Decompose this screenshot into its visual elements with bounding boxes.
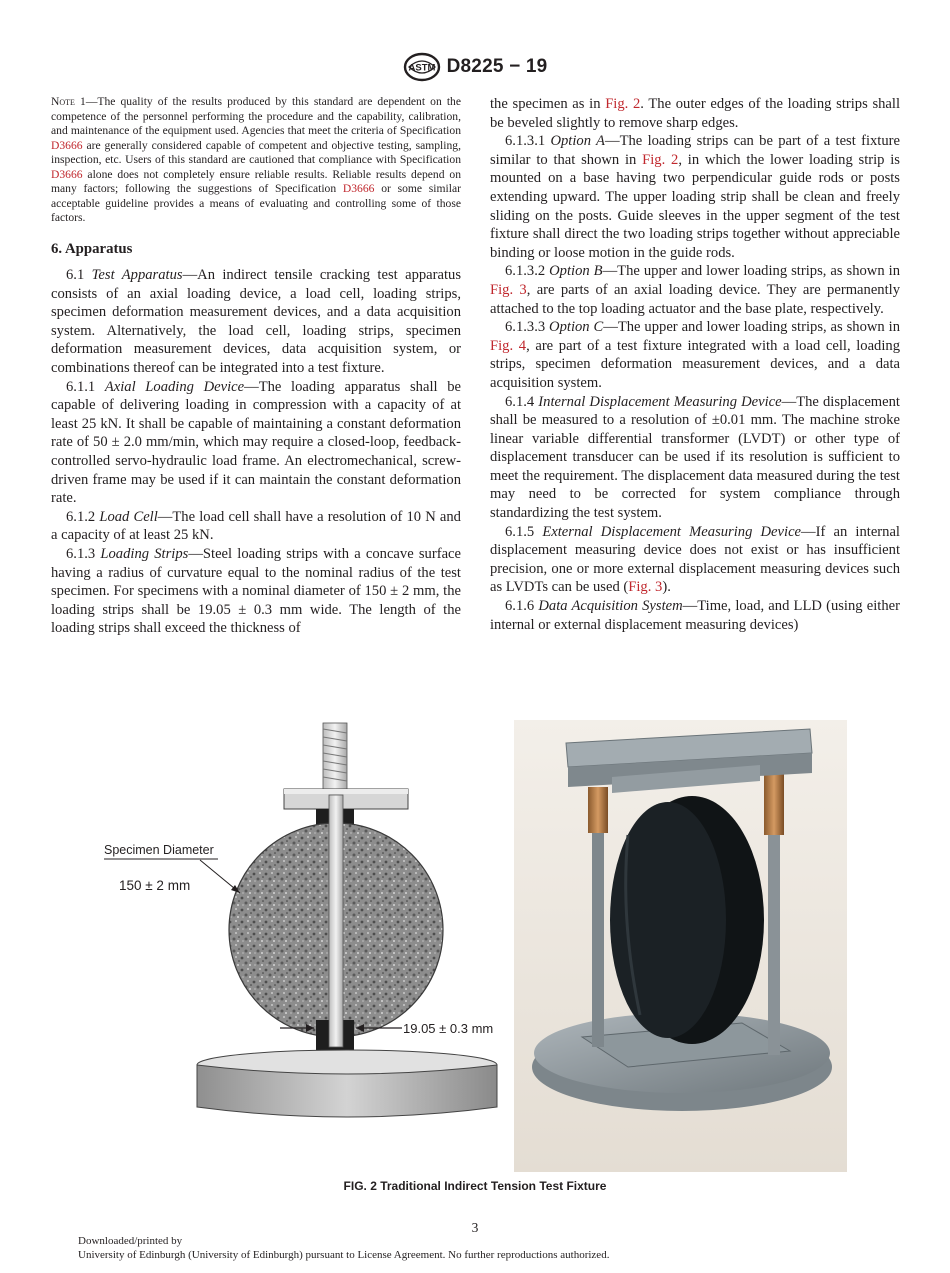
paragraph-text: —The loading apparatus shall be capable of delivering loading in compression with a capacity of at least 25 kN. It shall be capable of maintaining a constant deformation rate of 50 ± 2.0 mm/min, which may require a closed-loop, feedback-controlled servo-hydraulic load frame. An electromechanical, screw-driven frame may be used if it can maintain the constant deformation rate. [51, 378, 461, 507]
paragraph-6-1-3 [51, 545, 461, 638]
note-text: are generally considered capable of competent and objective testing, sampling, inspection, etc. Users of this standard are cautioned that compliance with Specification [51, 138, 461, 166]
paragraph-6-1-5 [490, 523, 900, 597]
diameter-value-label: 150 ± 2 mm [119, 878, 191, 893]
paragraph-6-1-6 [490, 597, 900, 634]
paragraph-title: Internal Displacement Measuring Device [538, 393, 782, 410]
page-footer [78, 1235, 609, 1262]
d3666-link[interactable]: D3666 [51, 138, 83, 152]
footer-line-1: Downloaded/printed by [78, 1235, 183, 1247]
paragraph-number: 6.1.3 [66, 546, 101, 562]
figure-2 [0, 715, 950, 1185]
fig-3-link[interactable]: Fig. 3 [490, 281, 527, 298]
paragraph-number: 6.1.2 [66, 508, 100, 525]
fig-3-link[interactable]: Fig. 3 [628, 579, 663, 596]
paragraph-number: 6.1.6 [505, 598, 539, 615]
paragraph-6-1-2 [51, 508, 461, 545]
paragraph-text: , are part of a test fixture integrated with a load cell, loading strips, specimen deformation measurement devices, and a data acquisition system. [490, 337, 901, 391]
paragraph-text: —The load cell shall have a resolution of 10 N and a capacity of at least 25 kN. [51, 508, 461, 544]
paragraph-text: —If an internal displacement measuring device does not exist or has insufficient precision, one or more external displacement measuring devices such as LVDTs can be used ( [490, 523, 900, 596]
paragraph-text: ). [662, 579, 671, 596]
paragraph-text: —The loading strips can be part of a test fixture similar to that shown in [490, 133, 900, 168]
paragraph-number: 6.1.3.1 [505, 133, 551, 150]
photo-sleeve-right [764, 767, 784, 835]
top-plate-highlight [284, 789, 408, 794]
paragraph-title: Option C [549, 319, 604, 336]
paragraph-6-1-3-3 [490, 318, 900, 392]
strip-width-label: 19.05 ± 0.3 mm [403, 1021, 494, 1036]
note-text: 1—The quality of the results produced by this standard are dependent on the competence of the personnel performing the procedure and the capability, calibration, and maintenance of the equipment used. Agencies that meet the criteria of Specification [51, 95, 461, 137]
d3666-link[interactable]: D3666 [51, 167, 83, 181]
astm-logo-icon [403, 52, 441, 82]
paragraph-title: External Displacement Measuring Device [542, 523, 802, 540]
paragraph-6-1-4 [490, 393, 900, 523]
footer-line-2: University of Edinburgh (University of Edinburgh) pursuant to License Agreement. No further reproductions authorized. [78, 1248, 610, 1261]
note-1 [51, 95, 461, 226]
paragraph-text: the specimen as in [490, 96, 606, 112]
paragraph-title: Data Acquisition System [538, 598, 683, 615]
svg-text:ASTM: ASTM [408, 62, 436, 74]
fig-4-link[interactable]: Fig. 4 [490, 337, 527, 354]
document-number: D8225 − 19 [446, 56, 548, 77]
paragraph-number: 6.1.5 [505, 523, 543, 540]
paragraph-title: Option A [550, 133, 605, 150]
specimen-diameter-label: Specimen Diameter [104, 843, 214, 857]
paragraph-6-1 [51, 266, 461, 378]
paragraph-6-1-3-2 [490, 262, 900, 318]
photo-sleeve-left [588, 787, 608, 833]
paragraph-text: —The displacement shall be measured to a resolution of ±0.01 mm. The machine stroke linear variable differential transformer (LVDT) or other type of displacement transducer can be used if its resolution is sufficient to meet the requirement. The displacement data measured during the test may need to be corrected for system compliance through standardizing the test system. [490, 393, 900, 522]
paragraph-text: , are parts of an axial loading device. They are permanently attached to the top loading actuator and the base plate, respectively. [490, 281, 900, 317]
paragraph-text: . The outer edges of the loading strips shall be beveled slightly to remove sharp edges. [490, 96, 901, 131]
paragraph-text: —The upper and lower loading strips, as shown in [603, 319, 900, 336]
fig-2-link[interactable]: Fig. 2 [642, 151, 679, 168]
guide-rod [329, 795, 343, 1047]
paragraph-6-1-1 [51, 378, 461, 508]
note-text: or some similar acceptable guideline provides a means of evaluating and controlling some of those factors. [51, 182, 462, 224]
page-header [0, 52, 950, 87]
paragraph-6-1-3-continued [490, 95, 900, 132]
paragraph-number: 6.1 [66, 267, 92, 284]
note-label: Note [51, 95, 75, 108]
paragraph-number: 6.1.4 [505, 393, 539, 410]
paragraph-number: 6.1.1 [66, 378, 105, 395]
paragraph-title: Axial Loading Device [104, 378, 245, 395]
paragraph-number: 6.1.3.3 [505, 319, 550, 336]
paragraph-text: —The upper and lower loading strips, as shown in [602, 263, 900, 280]
photo-rod-left [592, 805, 604, 1047]
schematic-drawing [104, 723, 497, 1117]
paragraph-6-1-3-1 [490, 132, 900, 262]
paragraph-text: , in which the lower loading strip is mounted on a base having two perpendicular guide rods or posts extending upward. The upper loading strip shall be clean and freely sliding on the posts. Guide sleeves in the upper segment of the test fixture shall direct the two loading strips together without appreciable binding or loose motion in the guide rods. [490, 151, 900, 261]
paragraph-text: —Steel loading strips with a concave surface having a radius of curvature equal to the nominal radius of the test specimen. For specimens with a nominal diameter of 150 ± 2 mm, the loading strips shall be 19.05 ± 0.3 mm wide. The length of the loading strips shall exceed the thickness of [51, 546, 461, 637]
paragraph-title: Option B [549, 263, 603, 280]
fig-2-link[interactable]: Fig. 2 [605, 96, 641, 112]
left-column [51, 95, 461, 638]
page-number: 3 [471, 1220, 479, 1235]
right-column [490, 95, 900, 634]
paragraph-title: Loading Strips [100, 546, 189, 562]
section-title-apparatus: 6. Apparatus [51, 240, 133, 257]
paragraph-title: Load Cell [99, 508, 158, 525]
d3666-link[interactable]: D3666 [342, 182, 375, 195]
note-text: alone does not completely ensure reliable results. Reliable results depend on many factors; following the suggestions of Specification [51, 167, 461, 195]
paragraph-text: —Time, load, and LLD (using either internal or external displacement measuring devices) [490, 598, 900, 633]
figure-2-drawing [0, 715, 950, 1185]
paragraph-text: —An indirect tensile cracking test apparatus consists of an axial loading device, a load cell, loading strips, specimen deformation measurement devices, and a data acquisition system. Alternatively, the load cell, loading strips, specimen deformation measurement devices, data acquisition system, or combinations thereof can be integrated into a test fixture. [51, 267, 462, 377]
paragraph-title: Test Apparatus [91, 267, 183, 284]
figure-caption: FIG. 2 Traditional Indirect Tension Test Fixture [343, 1179, 607, 1193]
paragraph-number: 6.1.3.2 [505, 263, 550, 280]
fixture-photo [514, 720, 847, 1172]
